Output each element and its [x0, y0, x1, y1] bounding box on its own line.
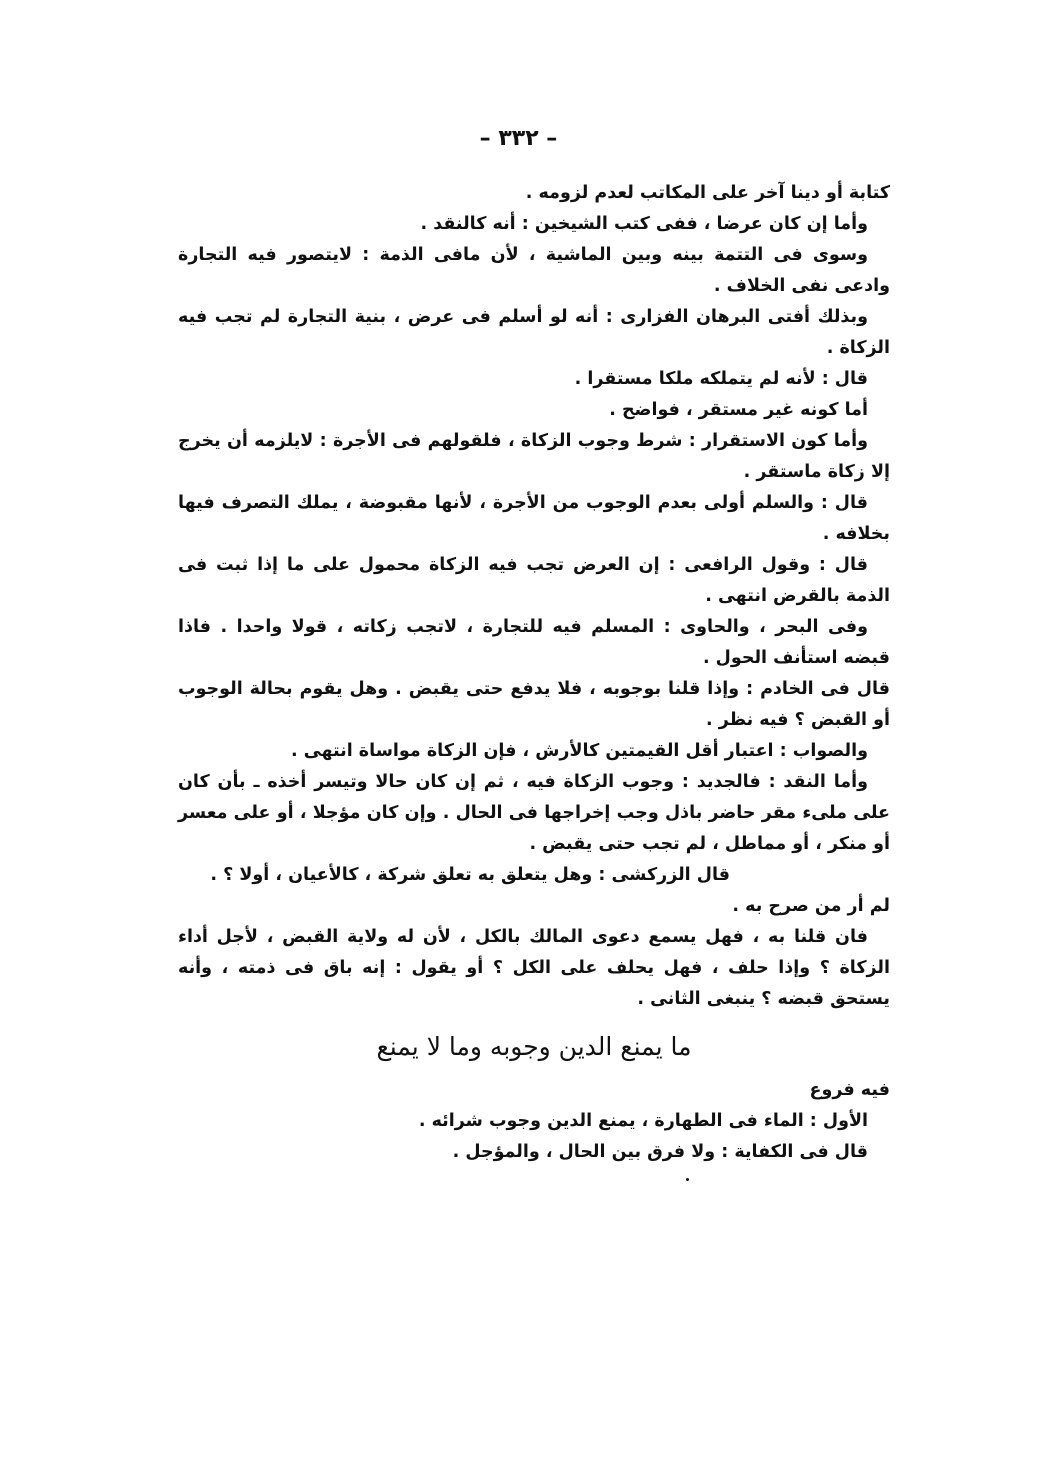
paragraph: قال : والسلم أولى بعدم الوجوب من الأجرة ، لأنها مقبوضة ، يملك التصرف فيها بخلافه . [178, 493, 890, 544]
paragraph: قال فى الكفاية : ولا فرق بين الحال ، والمؤجل . [452, 1142, 868, 1162]
tail-paragraphs [178, 1106, 890, 1168]
paragraph: قال الزركشى : وهل يتعلق به تعلق شركة ، كالأعيان ، أولا ؟ . [210, 865, 730, 885]
paragraph: وأما كون الاستقرار : شرط وجوب الزكاة ، فلقولهم فى الأجرة : لايلزمه أن يخرج إلا زكاة ماستقر . [178, 431, 890, 482]
paragraph: أما كونه غير مستقر ، فواضح . [609, 400, 868, 420]
sub-heading: فيه فروع [809, 1080, 890, 1100]
stray-mark [686, 1178, 689, 1181]
paragraph: قال فى الخادم : وإذا قلنا بوجوبه ، فلا يدفع حتى يقبض . وهل يقوم بحالة الوجوب أو القبض ؟ فيه نظر . [178, 679, 890, 730]
section-title: ما يمنع الدين وجوبه وما لا يمنع [376, 1032, 692, 1061]
paragraph: وسوى فى التتمة بينه وبين الماشية ، لأن مافى الذمة : لايتصور فيه التجارة وادعى نفى الخلاف . [178, 245, 890, 296]
paragraph: قال : وقول الرافعى : إن العرض تجب فيه الزكاة محمول على ما إذا ثبت فى الذمة بالقرض انتهى . [178, 555, 890, 606]
paragraph: الأول : الماء فى الطهارة ، يمنع الدين وجوب شرائه . [418, 1111, 868, 1131]
paragraph: وأما إن كان عرضا ، ففى كتب الشيخين : أنه كالنقد . [420, 214, 868, 234]
paragraph: لم أر من صرح به . [732, 896, 890, 916]
page-body [178, 178, 890, 1168]
paragraphs [178, 178, 890, 1015]
paragraph: والصواب : اعتبار أقل القيمتين كالأرش ، فإن الزكاة مواساة انتهى . [291, 741, 868, 761]
paragraph: كتابة أو دينا آخر على المكاتب لعدم لزومه . [525, 183, 890, 203]
paragraph: وبذلك أفتى البرهان الفزارى : أنه لو أسلم فى عرض ، بنية التجارة لم تجب فيه الزكاة . [178, 307, 890, 358]
paragraph: وفى البحر ، والحاوى : المسلم فيه للتجارة ، لاتجب زكاته ، قولا واحدا . فاذا قبضه استأنف الحول . [178, 617, 890, 668]
paragraph: وأما النقد : فالجديد : وجوب الزكاة فيه ، ثم إن كان حالا وتيسر أخذه ـ بأن كان على ملىء مقر حاضر باذل وجب إخراجها فى الحال . وإن كان مؤجلا ، أو على معسر أو منكر ، أو مماطل ، لم تجب حتى يقبض . [178, 772, 890, 854]
paragraph: فان قلنا به ، فهل يسمع دعوى المالك بالكل ، لأن له ولاية القبض ، لأجل أداء الزكاة ؟ وإذا حلف ، فهل يحلف على الكل ؟ أو يقول : إنه باق فى ذمته ، وأنه يستحق قبضه ؟ ينبغى الثانى . [178, 927, 890, 1009]
page-number: – ٣٣٢ – [479, 126, 558, 151]
paragraph: قال : لأنه لم يتملكه ملكا مستقرا . [574, 369, 868, 389]
